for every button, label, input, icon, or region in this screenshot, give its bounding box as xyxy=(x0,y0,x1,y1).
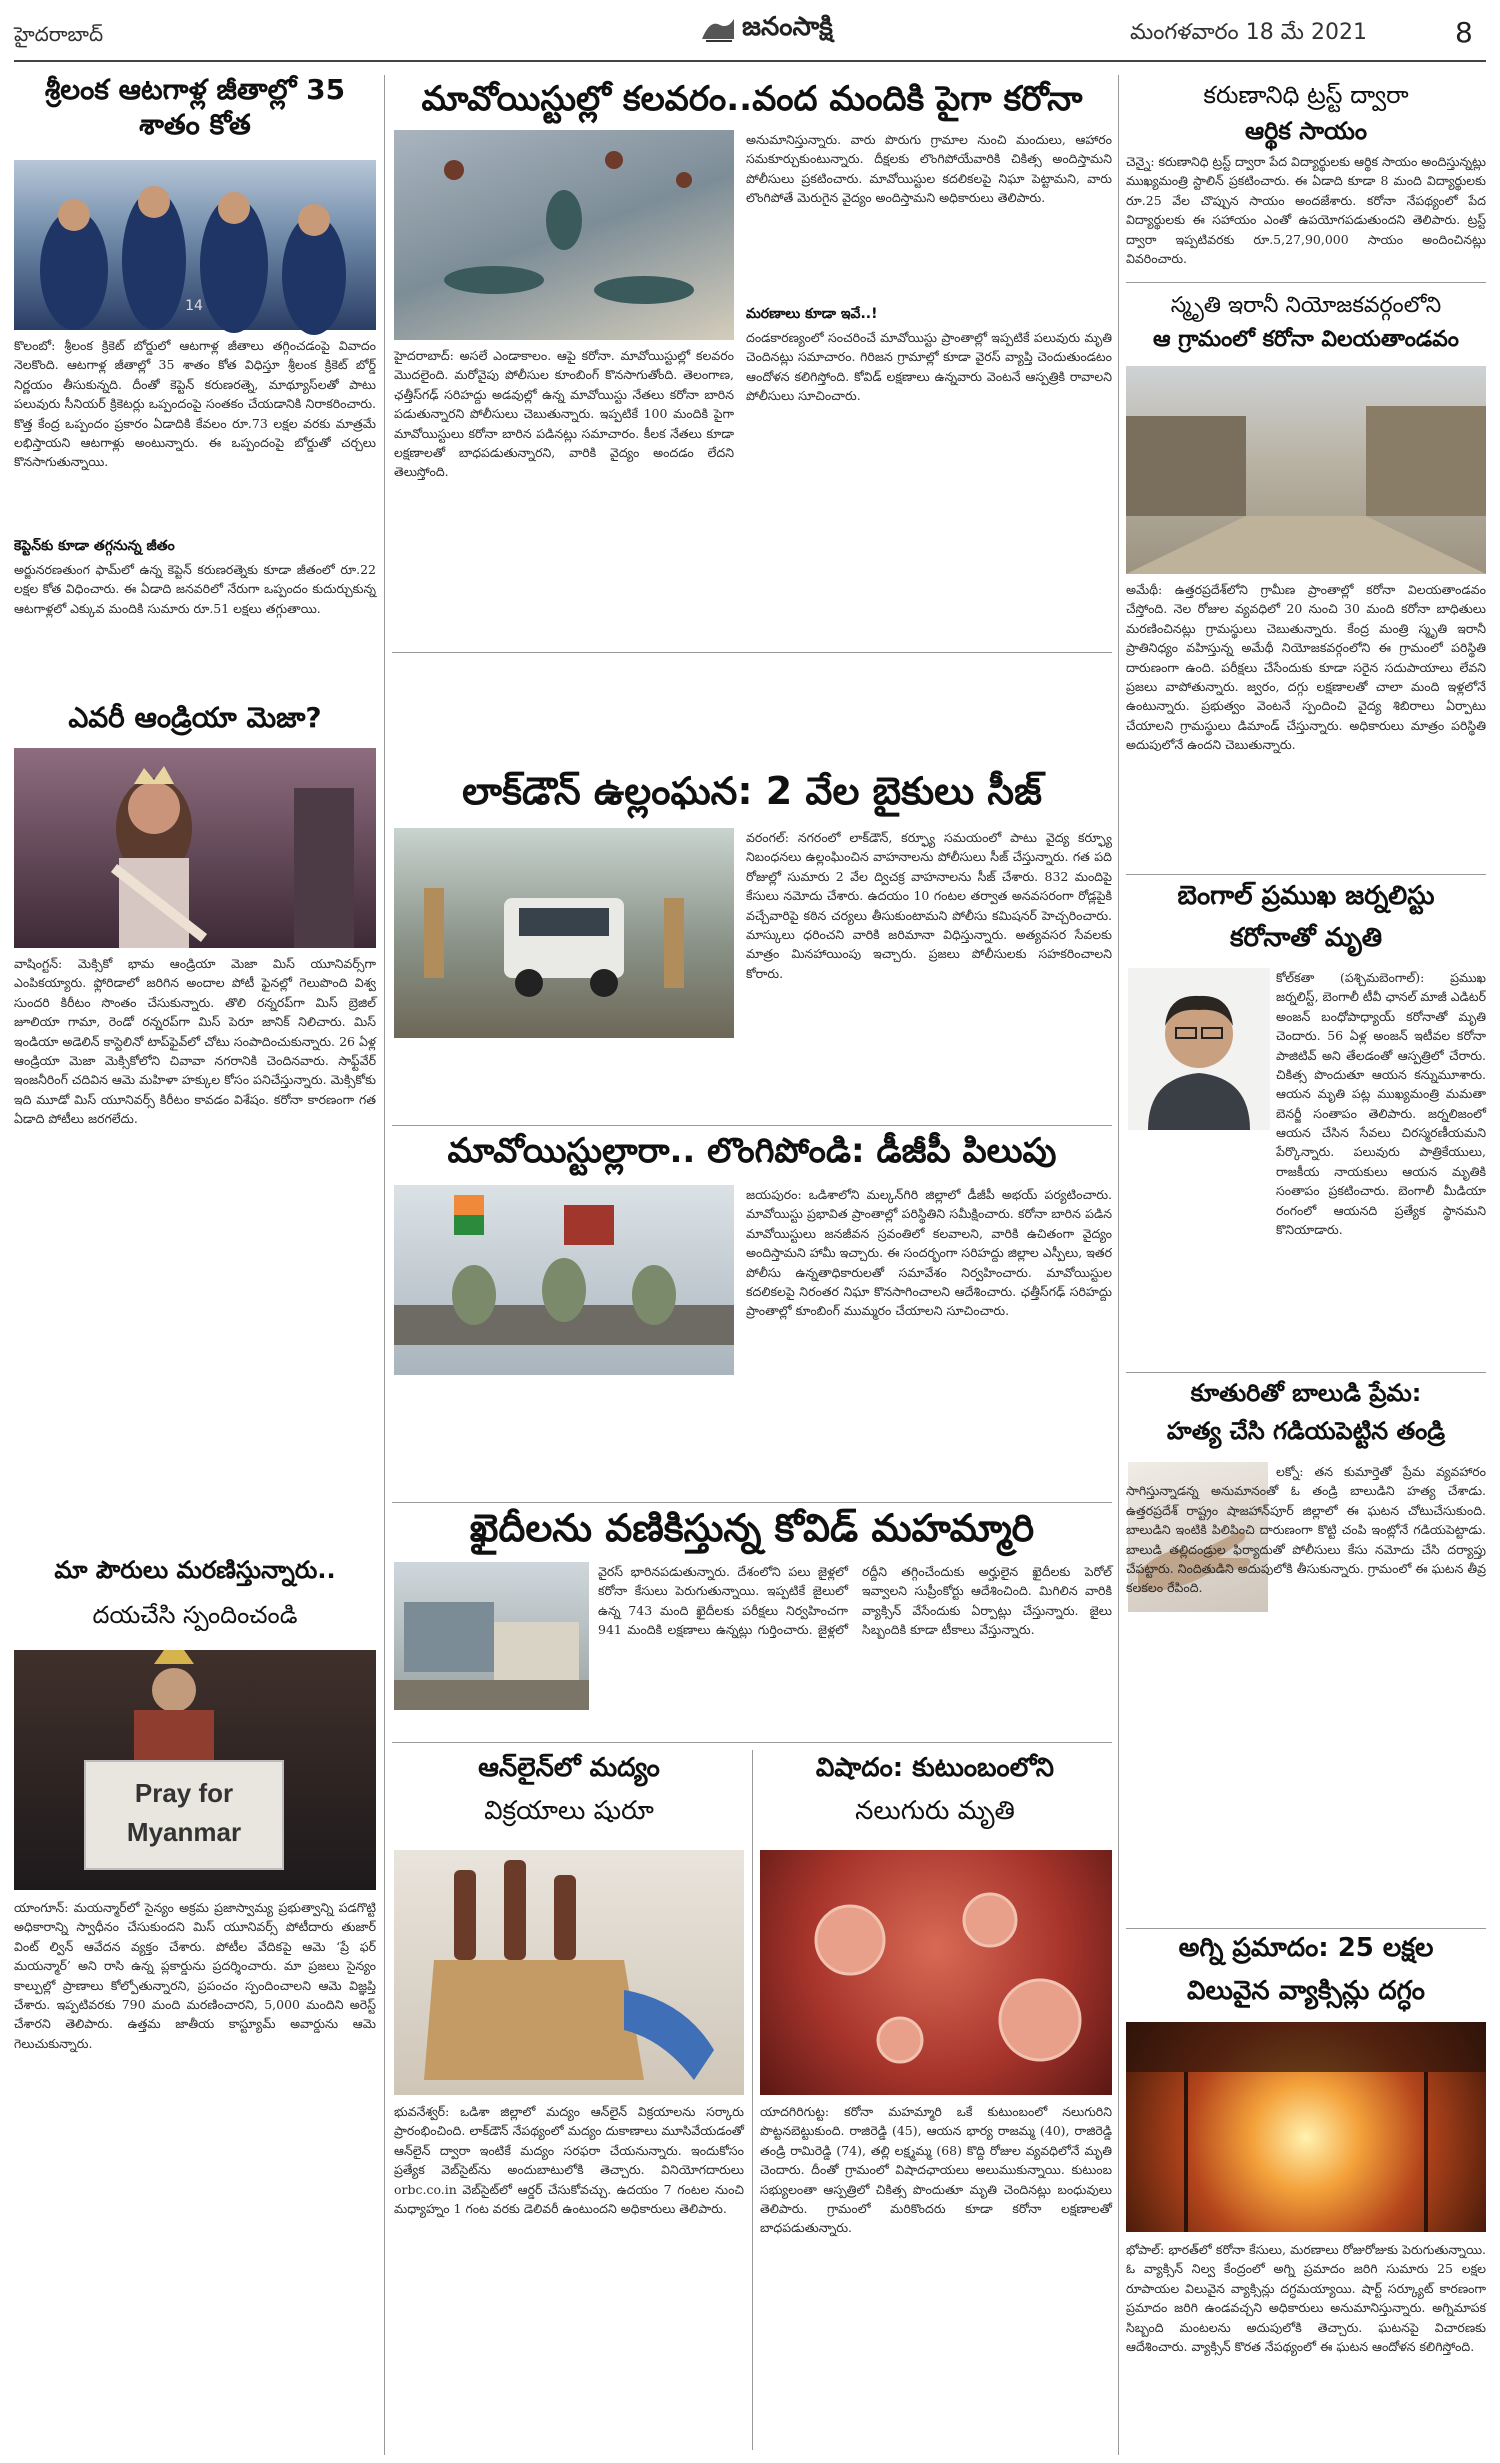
headline-fire-1: అగ్ని ప్రమాదం: 25 లక్షల xyxy=(1178,1933,1434,1963)
body-maoists-corona: హైదరాబాద్: అసలే ఎండాకాలం. ఆపై కరోనా. మావోయిస్టుల్లో కలవరం మొదలైంది. మరోవైపు పోలీసుల కూంబింగ్ కొనసాగుతోంది. తెలంగాణ, ఛత్తీస్‌గఢ్ సరిహద్దు అడవుల్లో ఉన్న మావోయిస్టు నేతలు కరోనా బారిన పడుతున్నారని పోలీసులు చెబుతున్నారు. ఇప్పటికే 100 మందికి పైగా మావోయిస్టులు కరోనా బారిన పడినట్లు సమాచారం. కీలక నేతలు కూడా లక్షణాలతో బాధపడుతున్నారని, వారికి వైద్యం అందడం లేదని తెలుస్తోంది. xyxy=(394,348,734,480)
headline-lockdown-bikes: లాక్‌డౌన్ ఉల్లంఘన: 2 వేల బైకులు సీజ్ xyxy=(462,769,1042,813)
body-lockdown-bikes: వరంగల్: నగరంలో లాక్‌డౌన్, కర్ఫ్యూ సమయంలో పాటు వైద్య కర్ఫ్యూ నిబంధనలు ఉల్లంఘించిన వాహనాలను పోలీసులు సీజ్ చేస్తున్నారు. గత పది రోజుల్లో సుమారు 2 వేల ద్విచక్ర వాహనాలను సీజ్ చేశారు. 832 మందిపై కేసులు నమోదు చేశారు. ఉదయం 10 గంటల తర్వాత అనవసరంగా రోడ్లపైకి వచ్చేవారిపై కఠిన చర్యలు తీసుకుంటామని పోలీసు కమిషనర్ హెచ్చరించారు. మాస్కులు ధరించని వారికి జరిమానా విధిస్తున్నారు. అత్యవసర సేవలకు మాత్రం మినహాయింపు ఇచ్చారు. ప్రజలు పోలీసులకు సహకరించాలని కోరారు. xyxy=(746,830,1112,981)
headline-myanmar-2: దయచేసి స్పందించండి xyxy=(92,1601,298,1629)
headline-srilanka: శ్రీలంక ఆటగాళ్ల జీతాల్లో 35 శాతం కోత xyxy=(44,73,346,141)
body2-maoists-corona: అనుమానిస్తున్నారు. వారు పొరుగు గ్రామాల నుంచి మందులు, ఆహారం సమకూర్చుకుంటున్నారు. దీక్షలకు లొంగిపోయేవారికి చికిత్స అందిస్తామని పోలీసులు ప్రకటించారు. మావోయిస్టుల కదలికలపై నిఘా పెట్టామని, వారు లొంగిపోతే మెరుగైన వైద్యం అందిస్తామని అధికారులు తెలిపారు. xyxy=(746,132,1112,206)
header-city: హైదరాబాద్ xyxy=(14,22,104,46)
body-andrea: వాషింగ్టన్: మెక్సికో భామ ఆండ్రియా మెజా మిస్ యూనివర్స్‌గా ఎంపికయ్యారు. ఫ్లోరిడాలో జరిగిన అందాల పోటీ ఫైనల్లో గెలుపొంది విశ్వ సుందరి కిరీటం సొంతం చేసుకున్నారు. తొలి రన్నరప్‌గా మిస్ బ్రెజిల్ జూలియా గామా, రెండో రన్నరప్‌గా మిస్ పెరూ జానిక్ నిలిచారు. మిస్ ఇండియా అడెలిన్ కాస్టెలినో టాప్‌ఫైవ్‌లో చోటు సంపాదించుకున్నారు. 26 ఏళ్ల ఆండ్రియా మెజా మెక్సికోలోని చివావా నగరానికి చెందినవారు. సాఫ్ట్‌వేర్ ఇంజనీరింగ్ చదివిన ఆమె మహిళా హక్కుల కోసం పనిచేస్తున్నారు. మెక్సికోకు ఇది మూడో మిస్ యూనివర్స్ కిరీటం కావడం విశేషం. కరోనా కారణంగా గత ఏడాది పోటీలు జరగలేదు. xyxy=(14,956,376,1126)
page-number: 8 xyxy=(1455,16,1473,49)
body-myanmar: యాంగూన్: మయన్మార్‌లో సైన్యం అక్రమ ప్రజాస్వామ్య ప్రభుత్వాన్ని పడగొట్టి అధికారాన్ని స్వాధీనం చేసుకుందని మిస్ యూనివర్స్ పోటీదారు తుజార్ వింట్ ల్విన్ ఆవేదన వ్యక్తం చేశారు. పోటీల వేదికపై ఆమె ‘ప్రే ఫర్ మయన్మార్’ అని రాసి ఉన్న ప్లకార్డును ప్రదర్శించారు. మా ప్రజలు సైన్యం కాల్పుల్లో ప్రాణాలు కోల్పోతున్నారని, ప్రపంచం స్పందించాలని ఆమె విజ్ఞప్తి చేశారు. ఇప్పటివరకు 790 మంది మరణించారని, 5,000 మందిని అరెస్ట్ చేశారని తెలిపారు. ఉత్తమ జాతీయ కాస్ట్యూమ్ అవార్డును ఆమె గెలుచుకున్నారు. xyxy=(14,1900,376,2051)
headline-karunanidhi-2: ఆర్థిక సాయం xyxy=(1244,117,1368,145)
placard-text: Pray for Myanmar xyxy=(126,1778,242,1847)
headline-fire-2: విలువైన వ్యాక్సిన్లు దగ్ధం xyxy=(1187,1976,1425,2006)
photo-jail xyxy=(394,1562,589,1710)
headline-family-deaths-1: విషాదం: కుటుంబంలోని xyxy=(815,1753,1055,1783)
body-online-liquor: భువనేశ్వర్: ఒడిశా జిల్లాలో మద్యం ఆన్‌లైన్ విక్రయాలను సర్కారు ప్రారంభించింది. లాక్‌డౌన్ నేపథ్యంలో మద్యం దుకాణాలు మూసివేయడంతో ఆన్‌లైన్ ద్వారా ఇంటికే మద్యం సరఫరా చేయనున్నారు. ఇందుకోసం ప్రత్యేక వెబ్‌సైట్‌ను అందుబాటులోకి తెచ్చారు. వినియోగదారులు orbc.co.in వెబ్‌సైట్‌లో ఆర్డర్ చేసుకోవచ్చు. ఉదయం 7 గంటల నుంచి మధ్యాహ్నం 1 గంట వరకు డెలివరీ ఉంటుందని అధికారులు తెలిపారు. xyxy=(394,2104,744,2216)
photo-police-vehicles xyxy=(394,828,734,1038)
photo-myanmar-placard xyxy=(14,1650,376,1890)
masthead-logo-icon xyxy=(700,15,736,45)
headline-online-liquor-1: ఆన్‌లైన్‌లో మద్యం xyxy=(478,1753,660,1783)
header-date: మంగళవారం 18 మే 2021 xyxy=(1130,20,1367,45)
headline-smriti-2: ఆ గ్రామంలో కరోనా విలయతాండవం xyxy=(1153,327,1459,352)
photo-fire xyxy=(1126,2022,1486,2232)
body-vaccine-fire: భోపాల్: భారత్‌లో కరోనా కేసులు, మరణాలు రోజురోజుకు పెరుగుతున్నాయి. ఓ వ్యాక్సిన్ నిల్వ కేంద్రంలో అగ్ని ప్రమాదం జరిగి సుమారు 25 లక్షల రూపాయల విలువైన వ్యాక్సిన్లు దగ్ధమయ్యాయి. షార్ట్ సర్క్యూట్ కారణంగా ప్రమాదం జరిగి ఉండవచ్చని అధికారులు అనుమానిస్తున్నారు. అగ్నిమాపక సిబ్బంది మంటలను అదుపులోకి తెచ్చారు. ఘటనపై విచారణకు ఆదేశించారు. వ్యాక్సిన్ కొరత నేపథ్యంలో ఈ ఘటన ఆందోళన కలిగిస్తోంది. xyxy=(1126,2242,1486,2354)
headline-family-deaths-2: నలుగురు మృతి xyxy=(855,1796,1015,1826)
body-smriti-village: అమేథీ: ఉత్తరప్రదేశ్‌లోని గ్రామీణ ప్రాంతాల్లో కరోనా విలయతాండవం చేస్తోంది. నెల రోజుల వ్యవధిలో 20 నుంచి 30 మంది కరోనా బాధితులు మరణించినట్లు గ్రామస్థులు చెబుతున్నారు. కేంద్ర మంత్రి స్మృతి ఇరానీ ప్రాతినిధ్యం వహిస్తున్న అమేథీ నియోజకవర్గంలోని ఈ గ్రామంలో పరిస్థితి దారుణంగా ఉంది. పరీక్షలు చేసేందుకు కూడా సరైన సదుపాయాలు లేవని ప్రజలు వాపోతున్నారు. జ్వరం, దగ్గు లక్షణాలతో చాలా మంది ఇళ్లలోనే ఉంటున్నారు. ప్రభుత్వం వెంటనే స్పందించి వైద్య శిబిరాలు ఏర్పాటు చేయాలని గ్రామస్థులు డిమాండ్ చేస్తున్నారు. అధికారులు మాత్రం పరిస్థితి అదుపులోనే ఉందని చెబుతున్నారు. xyxy=(1126,582,1486,752)
photo-village-street xyxy=(1126,366,1486,574)
body-karunanidhi: చెన్నై: కరుణానిధి ట్రస్ట్ ద్వారా పేద విద్యార్థులకు ఆర్థిక సాయం అందిస్తున్నట్లు ముఖ్యమంత్రి స్టాలిన్ ప్రకటించారు. ఈ ఏడాది కూడా 8 మంది విద్యార్థులకు రూ.25 వేల చొప్పున సాయం అందజేశారు. కరోనా నేపథ్యంలో పేద విద్యార్థులకు ఈ సహాయం ఎంతో ఉపయోగపడుతుందని తెలిపారు. ట్రస్ట్ ద్వారా ఇప్పటివరకు రూ.5,27,90,000 సాయం అందించినట్లు వివరించారు. xyxy=(1126,154,1486,266)
headline-maoists-corona: మావోయిస్టుల్లో కలవరం..వంద మందికి పైగా కరోనా xyxy=(421,79,1083,119)
headline-murder-2: హత్య చేసి గడియపెట్టిన తండ్రి xyxy=(1166,1417,1446,1445)
headline-journalist-2: కరోనాతో మృతి xyxy=(1229,923,1383,953)
photo-police-meeting xyxy=(394,1185,734,1375)
body2-srilanka: అర్జునరణతుంగ ఫామ్‌లో ఉన్న కెప్టెన్ కరుణరత్నెకు కూడా జీతంలో రూ.22 లక్షల కోత విధించారు. ఈ ఏడాది జనవరిలో నేరుగా ఒప్పందం కుదుర్చుకున్న ఆటగాళ్లలో ఎక్కువ మందికి సుమారు రూ.51 లక్షలు తగ్గుతాయి. xyxy=(14,562,376,616)
headline-dgp-call: మావోయిస్టుల్లారా.. లొంగిపోండి: డీజీపీ పిలుపు xyxy=(447,1131,1057,1171)
body-prisoners-covid: వైరస్ భారినపడుతున్నారు. దేశంలోని పలు జైళ్లలో కరోనా కేసులు పెరుగుతున్నాయి. ఇప్పటికే జైలులో ఉన్న 743 మంది ఖైదీలకు పరీక్షలు నిర్వహించగా 941 మందికి లక్షణాలు ఉన్నట్లు గుర్తించారు. జైళ్లలో రద్దీని తగ్గించేందుకు అర్హులైన ఖైదీలకు పెరోల్ ఇవ్వాలని సుప్రీంకోర్టు ఆదేశించింది. మిగిలిన వారికి వ్యాక్సిన్ వేసేందుకు ఏర్పాట్లు చేస్తున్నారు. జైలు సిబ్బందికి కూడా టీకాలు వేస్తున్నారు. xyxy=(598,1564,1112,1638)
svg-text:14: 14 xyxy=(185,298,203,314)
headline-prisoners-covid: ఖైదీలను వణికిస్తున్న కోవిడ్ మహమ్మారి xyxy=(469,1506,1035,1550)
photo-coronavirus xyxy=(760,1850,1112,2095)
headline-smriti-1: స్మృతి ఇరానీ నియోజకవర్గంలోని xyxy=(1170,293,1442,318)
masthead xyxy=(700,12,833,48)
photo-liquor-box xyxy=(394,1850,744,2095)
headline-murder-1: కూతురితో బాలుడి ప్రేమ: xyxy=(1190,1379,1422,1407)
masthead-title: జనంసాక్షి xyxy=(742,12,833,42)
photo-maoists xyxy=(394,130,734,340)
subhead-srilanka: కెప్టెన్‌కు కూడా తగ్గనున్న జీతం xyxy=(14,538,175,554)
body-father-murder: లక్నో: తన కుమార్తెతో ప్రేమ వ్యవహారం సాగిస్తున్నాడన్న అనుమానంతో ఓ తండ్రి బాలుడిని హత్య చేశాడు. ఉత్తరప్రదేశ్ రాష్ట్రం షాజహాన్‌పూర్ జిల్లాలో ఈ ఘటన చోటుచేసుకుంది. బాలుడిని ఇంటికి పిలిపించి దారుణంగా కొట్టి చంపి ఇంట్లోనే గడియపెట్టాడు. బాలుడి తల్లిదండ్రుల ఫిర్యాదుతో పోలీసులు కేసు నమోదు చేసి దర్యాప్తు చేపట్టారు. నిందితుడిని అదుపులోకి తీసుకున్నారు. గ్రామంలో ఈ ఘటన తీవ్ర కలకలం రేపింది. xyxy=(1126,1464,1486,1596)
headline-karunanidhi-1: కరుణానిధి ట్రస్ట్ ద్వారా xyxy=(1203,81,1409,109)
headline-journalist-1: బెంగాల్ ప్రముఖ జర్నలిస్టు xyxy=(1177,881,1435,911)
photo-journalist xyxy=(1128,968,1270,1130)
headline-andrea: ఎవరీ ఆండ్రియా మెజా? xyxy=(68,701,322,734)
body-bengal-journalist: కోల్‌కతా (పశ్చిమబెంగాల్): ప్రముఖ జర్నలిస్ట్, బెంగాలీ టీవీ ఛానల్ మాజీ ఎడిటర్ అంజన్ బంధోపాధ్యాయ్ కరోనాతో మృతి చెందారు. 56 ఏళ్ల అంజన్ ఇటీవల కరోనా పాజిటివ్ అని తేలడంతో ఆస్పత్రిలో చేరారు. చికిత్స పొందుతూ ఆయన కన్నుమూశారు. ఆయన మృతి పట్ల ముఖ్యమంత్రి మమతా బెనర్జీ సంతాపం తెలిపారు. జర్నలిజంలో ఆయన చేసిన సేవలు చిరస్మరణీయమని పేర్కొన్నారు. పలువురు పాత్రికేయులు, రాజకీయ నాయకులు ఆయన మృతికి సంతాపం ప్రకటించారు. బెంగాలీ మీడియా రంగంలో ఆయనది ప్రత్యేక స్థానమని కొనియాడారు. xyxy=(1276,970,1486,1237)
body-dgp-call: జయపురం: ఒడిశాలోని మల్కన్‌గిరి జిల్లాలో డీజీపీ అభయ్ పర్యటించారు. మావోయిస్టు ప్రభావిత ప్రాంతాల్లో పరిస్థితిని సమీక్షించారు. కరోనా బారిన పడిన మావోయిస్టులు జనజీవన స్రవంతిలో కలవాలని, వారికి ఉచితంగా వైద్యం అందిస్తామని హామీ ఇచ్చారు. ఈ సందర్భంగా సరిహద్దు జిల్లాల ఎస్పీలు, ఇతర పోలీసు ఉన్నతాధికారులతో సమావేశం నిర్వహించారు. మావోయిస్టుల కదలికలపై నిరంతర నిఘా కొనసాగించాలని ఆదేశించారు. ఛత్తీస్‌గఢ్ సరిహద్దు ప్రాంతాల్లో కూంబింగ్ ముమ్మరం చేయాలని సూచించారు. xyxy=(746,1187,1112,1319)
body-srilanka: కొలంబో: శ్రీలంక క్రికెట్ బోర్డులో ఆటగాళ్ల జీతాలు తగ్గించడంపై వివాదం నెలకొంది. ఆటగాళ్ల జీతాల్లో 35 శాతం కోత విధిస్తూ శ్రీలంక క్రికెట్ బోర్డ్ నిర్ణయం తీసుకున్నది. దీంతో కెప్టెన్ కరుణరత్నె, మాథ్యూస్‌లతో పాటు పలువురు సీనియర్ క్రికెటర్లు ఒప్పందంపై సంతకం చేయడానికి నిరాకరించారు. కొత్త కేంద్ర ఒప్పందం ప్రకారం ఏడాదికి కేవలం రూ.73 లక్షల వరకు మాత్రమే లభిస్తాయని ఆటగాళ్లు అంటున్నారు. ఈ ఒప్పందంపై బోర్డుతో చర్చలు కొనసాగుతున్నాయి. xyxy=(14,338,376,470)
body2-bengal-journalist xyxy=(1126,1138,1486,1358)
header xyxy=(0,0,1500,62)
headline-online-liquor-2: విక్రయాలు షురూ xyxy=(484,1796,654,1826)
headline-myanmar-1: మా పౌరులు మరణిస్తున్నారు.. xyxy=(54,1556,336,1584)
body-family-deaths: యాదగిరిగుట్ట: కరోనా మహమ్మారి ఒకే కుటుంబంలో నలుగురిని పొట్టనబెట్టుకుంది. రాజిరెడ్డి (45), ఆయన భార్య రాజమ్మ (40), రాజిరెడ్డి తండ్రి రామిరెడ్డి (74), తల్లి లక్ష్మమ్మ (68) కొద్ది రోజుల వ్యవధిలోనే మృతి చెందారు. దీంతో గ్రామంలో విషాదఛాయలు అలుముకున్నాయి. కుటుంబ సభ్యులంతా ఆస్పత్రిలో చికిత్స పొందుతూ మృతి చెందినట్లు బంధువులు తెలిపారు. గ్రామంలో మరికొందరు కూడా కరోనా లక్షణాలతో బాధపడుతున్నారు. xyxy=(760,2104,1112,2236)
body3-maoists-corona: దండకారణ్యంలో సంచరించే మావోయిస్టు ప్రాంతాల్లో ఇప్పటికే పలువురు మృతి చెందినట్లు సమాచారం. గిరిజన గ్రామాల్లో కూడా వైరస్ వ్యాప్తి చెందుతుండటం ఆందోళన కలిగిస్తోంది. కోవిడ్ లక్షణాలు ఉన్నవారు వెంటనే ఆస్పత్రికి రావాలని పోలీసులు సూచించారు. xyxy=(746,330,1112,404)
photo-srilanka-cricketers xyxy=(14,160,376,330)
subhead-maoists-corona: మరణాలు కూడా ఇవే..! xyxy=(746,306,878,322)
photo-miss-universe xyxy=(14,748,376,948)
